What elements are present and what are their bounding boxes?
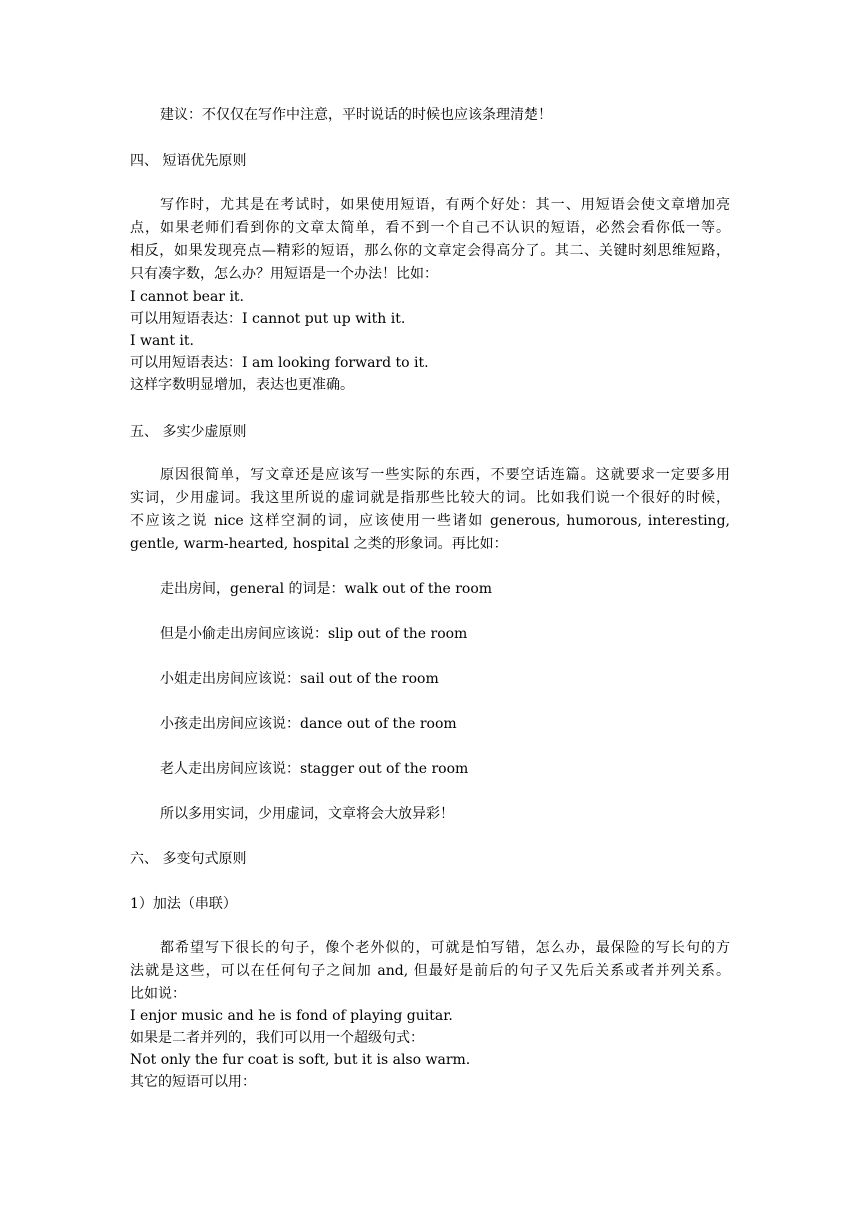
walk-example-line: 小姐走出房间应该说：sail out of the room <box>160 671 439 687</box>
advice-line: 建议：不仅仅在写作中注意，平时说话的时候也应该条理清楚！ <box>160 107 552 123</box>
section-4-paragraph <box>130 194 730 286</box>
section-heading-6: 六、 多变句式原则 <box>130 851 247 867</box>
example-line: 这样字数明显增加，表达也更准确。 <box>130 377 354 393</box>
conclusion-line: 所以多用实词，少用虚词，文章将会大放异彩！ <box>160 806 454 822</box>
section-6-paragraph <box>130 937 730 1006</box>
walk-example-line: 老人走出房间应该说：stagger out of the room <box>160 761 469 777</box>
section-heading-5: 五、 多实少虚原则 <box>130 424 247 440</box>
subsection-heading: 1）加法（串联） <box>130 896 237 912</box>
paragraph-line: 相反，如果发现亮点—精彩的短语，那么你的文章定会得高分了。其二、关键时刻思维短路， <box>130 243 730 259</box>
walk-example-line: 小孩走出房间应该说：dance out of the room <box>160 716 457 732</box>
paragraph-line: 比如说： <box>130 986 186 1002</box>
paragraph-line: 点，如果老师们看到你的文章太简单，看不到一个自己不认识的短语，必然会看你低一等。 <box>130 220 730 236</box>
example-line: 可以用短语表达：I am looking forward to it. <box>130 355 429 371</box>
walk-example-line: 但是小偷走出房间应该说：slip out of the room <box>160 626 468 642</box>
paragraph-line: 实词，少用虚词。我这里所说的虚词就是指那些比较大的词。比如我们说一个很好的时候， <box>130 490 730 506</box>
paragraph-line: gentle, warm-hearted, hospital 之类的形象词。再比如： <box>130 536 508 552</box>
paragraph-line: 写作时，尤其是在考试时，如果使用短语，有两个好处：其一、用短语会使文章增加亮 <box>160 197 730 213</box>
example-line: 如果是二者并列的，我们可以用一个超级句式： <box>130 1030 424 1046</box>
paragraph-line: 原因很简单，写文章还是应该写一些实际的东西，不要空话连篇。这就要求一定要多用 <box>160 467 730 483</box>
example-line: I cannot bear it. <box>130 289 244 305</box>
section-5-paragraph <box>130 464 730 556</box>
example-line: I enjor music and he is fond of playing guitar. <box>130 1008 453 1024</box>
example-line: 其它的短语可以用： <box>130 1074 256 1090</box>
section-heading-4: 四、 短语优先原则 <box>130 153 247 169</box>
paragraph-line: 都希望写下很长的句子，像个老外似的，可就是怕写错，怎么办，最保险的写长句的方 <box>160 940 730 956</box>
paragraph-line: 不应该之说 nice 这样空洞的词，应该使用一些诸如 generous, humorous, interesting, <box>130 513 730 529</box>
example-line: 可以用短语表达：I cannot put up with it. <box>130 311 406 327</box>
example-line: Not only the fur coat is soft, but it is also warm. <box>130 1052 471 1068</box>
paragraph-line: 只有凑字数，怎么办？用短语是一个办法！比如： <box>130 266 438 282</box>
walk-example-line: 走出房间，general 的词是：walk out of the room <box>160 581 493 597</box>
example-line: I want it. <box>130 333 194 349</box>
paragraph-line: 法就是这些，可以在任何句子之间加 and, 但最好是前后的句子又先后关系或者并列关系。 <box>130 963 730 979</box>
